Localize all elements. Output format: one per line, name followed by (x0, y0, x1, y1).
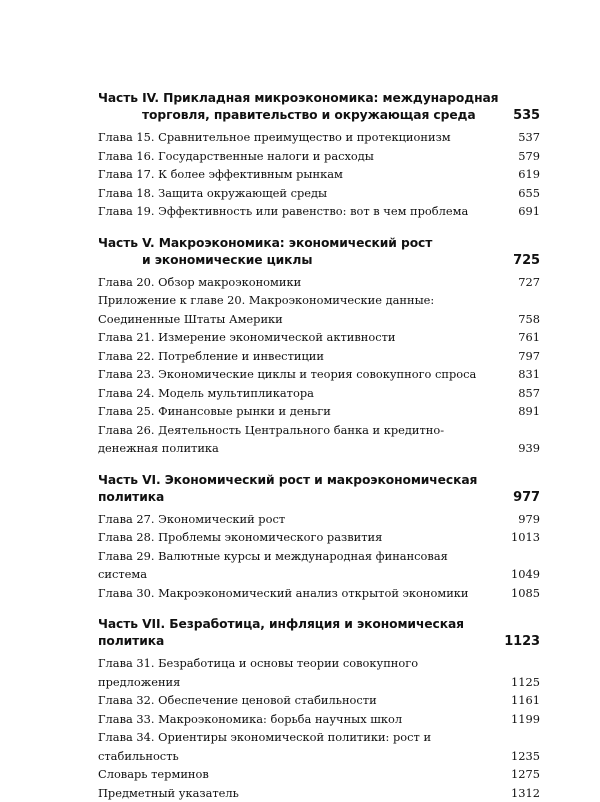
entry-title (98, 765, 500, 784)
entry-page-number: 537 (500, 128, 540, 147)
entry-title (98, 365, 500, 384)
entry-page-number: 1275 (500, 765, 540, 784)
entry-page-number: 1125 (500, 673, 540, 692)
toc-entry[interactable] (98, 165, 540, 184)
toc-entry[interactable] (98, 728, 540, 765)
toc-entry[interactable] (98, 402, 540, 421)
entry-title (98, 421, 500, 458)
part-heading (98, 235, 540, 269)
entry-title-line: Глава 19. Эффективность или равенство: вот в чем проблема (98, 204, 468, 218)
toc-entry[interactable] (98, 128, 540, 147)
entry-title-line: Глава 33. Макроэкономика: борьба научных школ (98, 712, 402, 726)
entry-title (98, 347, 500, 366)
toc-entry[interactable] (98, 328, 540, 347)
entry-page-number: 655 (500, 184, 540, 203)
toc-entry[interactable] (98, 547, 540, 584)
entry-title (98, 202, 500, 221)
part-heading (98, 90, 540, 124)
entry-page-number: 857 (500, 384, 540, 403)
toc-entry[interactable] (98, 765, 540, 784)
entry-title (98, 147, 500, 166)
entry-title (98, 510, 500, 529)
entry-title-line: Глава 25. Финансовые рынки и деньги (98, 404, 331, 418)
toc-entry[interactable] (98, 347, 540, 366)
part-heading (98, 472, 540, 506)
part-page-number: 535 (500, 107, 540, 124)
part-title-line: Часть VI. Экономический рост и макроэкономическая политика (98, 473, 477, 504)
entry-page-number: 831 (500, 365, 540, 384)
entry-page-number: 1085 (500, 584, 540, 603)
entry-page-number: 761 (500, 328, 540, 347)
part-page-number: 1123 (500, 633, 540, 650)
entry-page-number: 891 (500, 402, 540, 421)
entry-page-number: 691 (500, 202, 540, 221)
part-heading (98, 616, 540, 650)
entry-title-line: Глава 28. Проблемы экономического развития (98, 530, 382, 544)
entry-title (98, 328, 500, 347)
entry-title-line: Глава 20. Обзор макроэкономики (98, 275, 301, 289)
entry-title (98, 384, 500, 403)
entry-page-number: 758 (500, 310, 540, 329)
entry-title (98, 584, 500, 603)
entry-title-line: Глава 18. Защита окружающей среды (98, 186, 327, 200)
entry-title-line: Глава 23. Экономические циклы и теория совокупного спроса (98, 367, 476, 381)
entry-title (98, 291, 500, 328)
entry-title-line: Глава 34. Ориентиры экономической политики: рост и стабильность (98, 730, 431, 763)
table-of-contents (98, 90, 540, 802)
entry-title-line: Глава 24. Модель мультипликатора (98, 386, 314, 400)
entry-title-line: Приложение к главе 20. Макроэкономические данные: (98, 293, 434, 307)
entry-title-line: Глава 30. Макроэкономический анализ открытой экономики (98, 586, 469, 600)
toc-entry[interactable] (98, 147, 540, 166)
entry-title-line: Глава 16. Государственные налоги и расходы (98, 149, 374, 163)
entry-page-number: 797 (500, 347, 540, 366)
part-title-line: и экономические циклы (98, 252, 500, 269)
part-title (98, 616, 500, 650)
toc-entry[interactable] (98, 291, 540, 328)
part-title (98, 90, 500, 124)
entry-page-number: 1013 (500, 528, 540, 547)
entry-page-number: 1049 (500, 565, 540, 584)
entry-title-line: Глава 27. Экономический рост (98, 512, 285, 526)
part-page-number: 725 (500, 252, 540, 269)
entry-title (98, 691, 500, 710)
toc-entry[interactable] (98, 510, 540, 529)
entry-title (98, 784, 500, 802)
entry-page-number: 1161 (500, 691, 540, 710)
toc-entry[interactable] (98, 365, 540, 384)
entry-page-number: 1235 (500, 747, 540, 766)
entry-title (98, 710, 500, 729)
entry-page-number: 1312 (500, 784, 540, 802)
toc-entry[interactable] (98, 691, 540, 710)
toc-entry[interactable] (98, 654, 540, 691)
part-title-line: Часть V. Макроэкономика: экономический рост (98, 236, 432, 250)
entry-title-line: Предметный указатель (98, 786, 239, 800)
entry-title-line: Глава 26. Деятельность Центрального банка и кредитно-денежная политика (98, 423, 444, 456)
entry-page-number: 727 (500, 273, 540, 292)
toc-entry[interactable] (98, 202, 540, 221)
entry-title-line: Соединенные Штаты Америки (98, 310, 500, 329)
part-page-number: 977 (500, 489, 540, 506)
entry-title (98, 402, 500, 421)
toc-entry[interactable] (98, 384, 540, 403)
toc-entry[interactable] (98, 784, 540, 802)
entry-title-line: Глава 32. Обеспечение ценовой стабильности (98, 693, 377, 707)
part-title-line: торговля, правительство и окружающая среда (98, 107, 500, 124)
toc-entry[interactable] (98, 584, 540, 603)
entry-page-number: 939 (500, 439, 540, 458)
entry-title (98, 165, 500, 184)
part-title-line: Часть VII. Безработица, инфляция и экономическая политика (98, 617, 464, 648)
entry-title-line: Словарь терминов (98, 767, 209, 781)
entry-title (98, 728, 500, 765)
entry-title (98, 528, 500, 547)
entry-title-line: Глава 15. Сравнительное преимущество и протекционизм (98, 130, 451, 144)
entry-page-number: 979 (500, 510, 540, 529)
part-title (98, 235, 500, 269)
toc-entry[interactable] (98, 421, 540, 458)
toc-entry[interactable] (98, 710, 540, 729)
toc-entry[interactable] (98, 184, 540, 203)
entry-title-line: Глава 22. Потребление и инвестиции (98, 349, 324, 363)
entry-page-number: 579 (500, 147, 540, 166)
entry-title-line: Глава 21. Измерение экономической активности (98, 330, 396, 344)
toc-entry[interactable] (98, 273, 540, 292)
entry-title (98, 273, 500, 292)
entry-page-number: 619 (500, 165, 540, 184)
entry-title-line: Глава 29. Валютные курсы и международная финансовая система (98, 549, 448, 582)
entry-title-line: Глава 31. Безработица и основы теории совокупного предложения (98, 656, 418, 689)
part-title-line: Часть IV. Прикладная микроэкономика: международная (98, 91, 498, 105)
entry-title (98, 184, 500, 203)
entry-page-number: 1199 (500, 710, 540, 729)
entry-title-line: Глава 17. К более эффективным рынкам (98, 167, 343, 181)
entry-title (98, 654, 500, 691)
entry-title (98, 128, 500, 147)
toc-entry[interactable] (98, 528, 540, 547)
entry-title (98, 547, 500, 584)
part-title (98, 472, 500, 506)
